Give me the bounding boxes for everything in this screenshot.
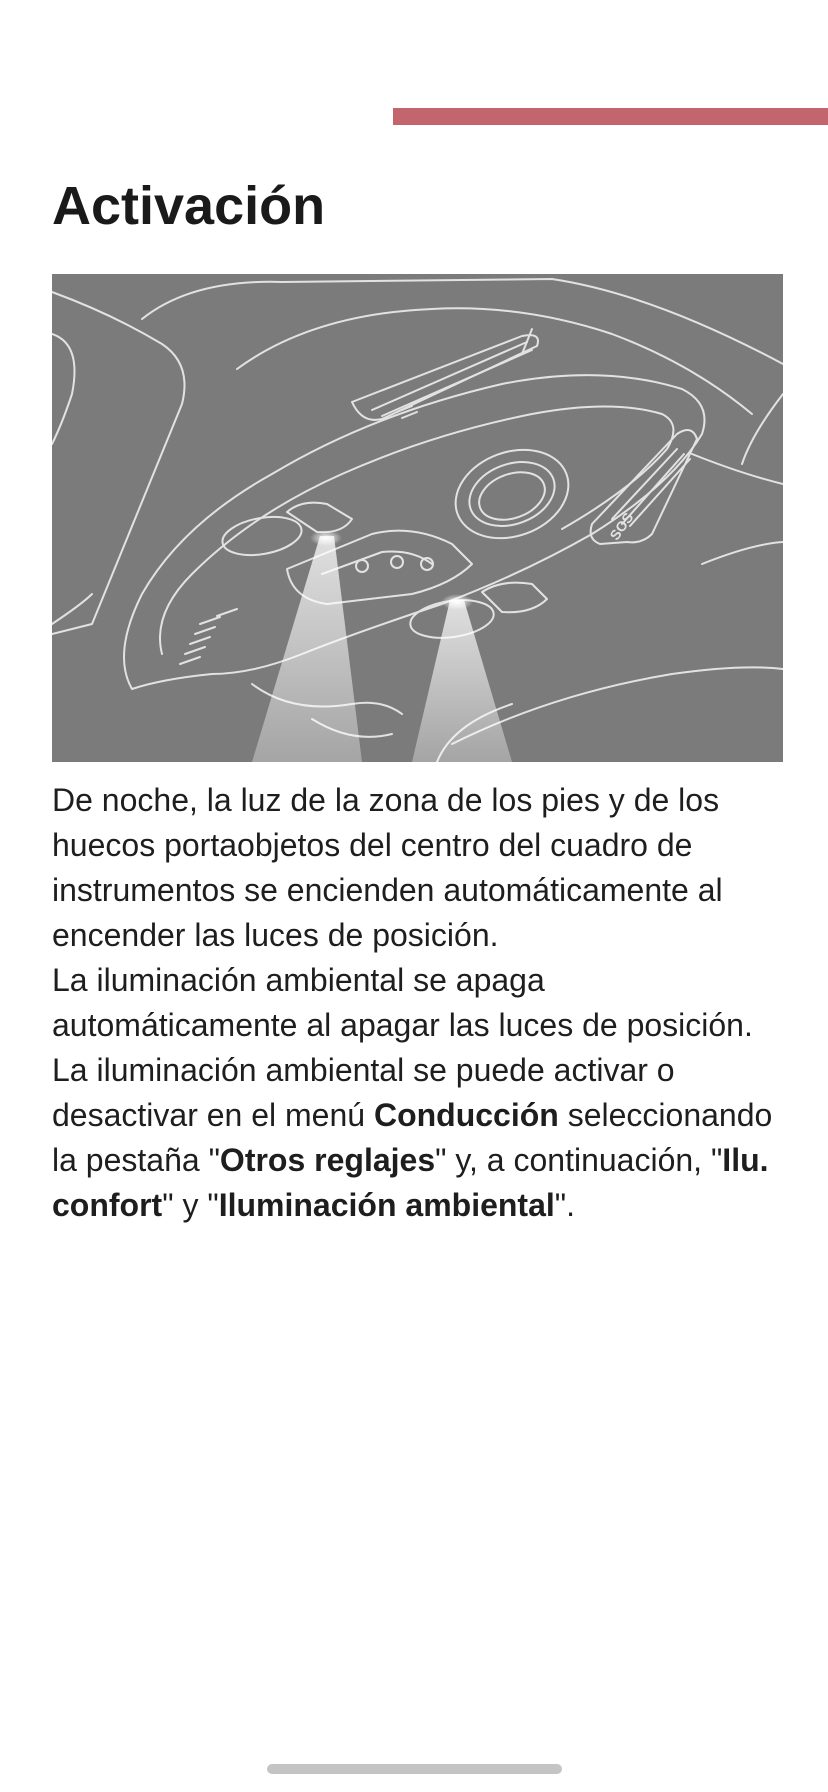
sos-label: SOS (606, 509, 637, 543)
ambient-lighting-illustration (52, 274, 783, 762)
home-indicator[interactable] (267, 1764, 562, 1774)
header-accent-bar (393, 108, 828, 125)
text-segment: " y " (162, 1187, 219, 1223)
text-segment: " y, a continuación, " (435, 1142, 723, 1178)
text-segment: La iluminación ambiental se puede activar o desactivar en el menú (52, 1052, 675, 1133)
option-iluminacion-ambiental: Iluminación ambiental (218, 1187, 555, 1223)
text-segment: ". (554, 1187, 576, 1223)
paragraph-auto-off: La iluminación ambiental se apaga automáticamente al apagar las luces de posición. (52, 962, 753, 1043)
body-text (52, 778, 792, 1228)
tab-name-otros-reglajes: Otros reglajes (219, 1142, 436, 1178)
option-ilu-confort: Ilu. confort (52, 1142, 769, 1223)
text-segment: seleccionando la pestaña " (52, 1097, 773, 1178)
page-title: Activación (52, 176, 326, 236)
paragraph-menu-instructions (52, 1048, 792, 1228)
paragraph-night-lighting: De noche, la luz de la zona de los pies y de los huecos portaobjetos del centro del cuadro de instrumentos se encienden automáticamente al encender las luces de posición. (52, 782, 723, 953)
menu-name-conduccion: Conducción (373, 1097, 559, 1133)
